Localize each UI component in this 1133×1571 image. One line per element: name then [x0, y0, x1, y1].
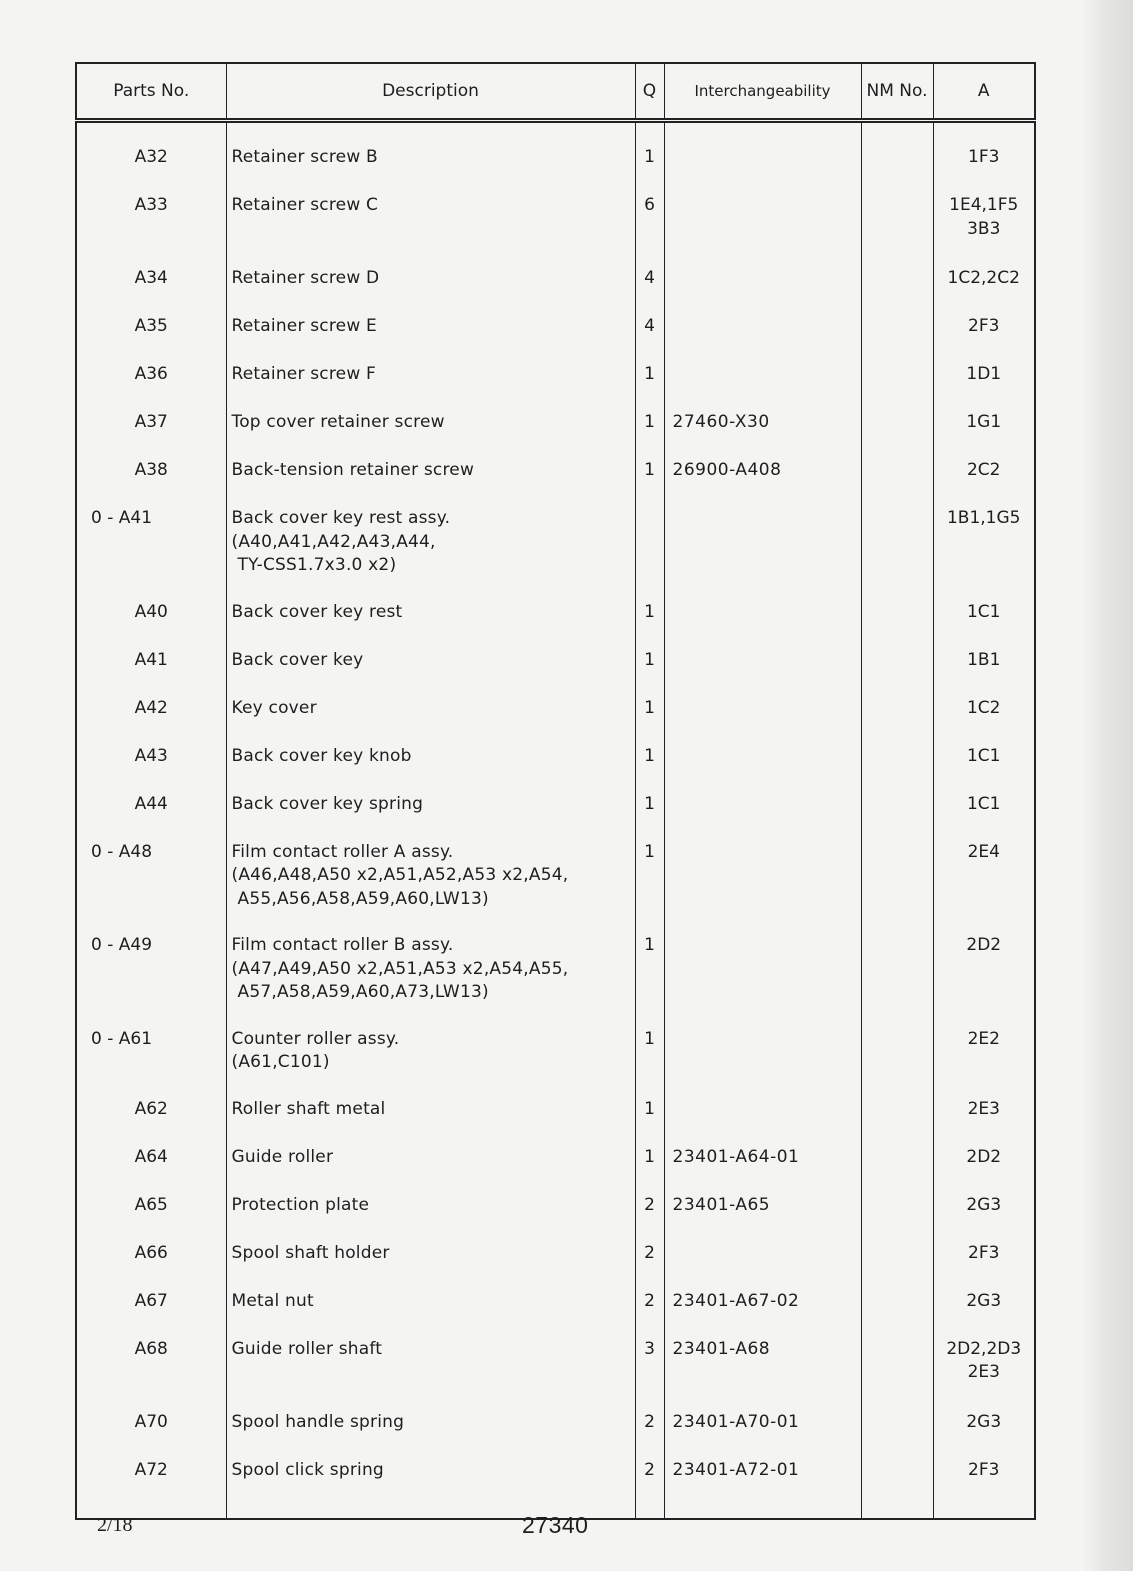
grid-reference-line: 1F3 [968, 147, 1000, 167]
grid-reference-line: 2F3 [968, 316, 1000, 336]
description-line: Retainer screw B [231, 147, 378, 167]
part-number: A42 [76, 697, 226, 745]
interchangeability [664, 697, 861, 745]
grid-reference [933, 1459, 1035, 1519]
quantity: 1 [635, 1098, 664, 1146]
description-line: (A47,A49,A50 x2,A51,A53 x2,A54,A55, [231, 958, 569, 979]
description-line: Guide roller shaft [231, 1338, 383, 1359]
description-line: Retainer screw E [231, 316, 377, 336]
page-edge-shadow [1081, 0, 1133, 1571]
nm-number [861, 745, 933, 793]
table-row [76, 146, 1035, 194]
interchangeability [664, 363, 861, 411]
grid-reference [933, 146, 1035, 194]
grid-reference [933, 267, 1035, 315]
quantity: 1 [635, 1028, 664, 1098]
interchangeability [664, 934, 861, 1028]
grid-reference [933, 1411, 1035, 1459]
nm-number [861, 267, 933, 315]
part-number: A72 [76, 1459, 226, 1519]
grid-reference-line: 1B1,1G5 [946, 508, 1021, 528]
description-line: Metal nut [231, 1290, 314, 1311]
grid-reference [933, 507, 1035, 601]
page-number: 2/18 [97, 1514, 133, 1536]
description-line: (A40,A41,A42,A43,A44, [231, 531, 436, 552]
grid-reference [933, 841, 1035, 935]
description-line: Counter roller assy. [231, 1028, 400, 1049]
part-description [226, 1290, 635, 1338]
interchangeability: 23401-A72-01 [664, 1459, 861, 1519]
interchangeability [664, 649, 861, 697]
description-line: Back cover key rest assy. [231, 508, 451, 528]
interchangeability [664, 315, 861, 363]
description-line: Back cover key knob [231, 745, 412, 766]
part-number: A35 [76, 315, 226, 363]
grid-reference [933, 793, 1035, 841]
quantity: 1 [635, 697, 664, 745]
header-a: A [933, 63, 1035, 121]
part-number: A62 [76, 1098, 226, 1146]
part-number: A41 [76, 649, 226, 697]
table-row [76, 697, 1035, 745]
grid-reference [933, 411, 1035, 459]
header-row [76, 63, 1035, 121]
part-description [226, 194, 635, 267]
grid-reference-line: 3B3 [967, 218, 1001, 239]
part-number: A65 [76, 1194, 226, 1242]
part-description [226, 1098, 635, 1146]
quantity: 1 [635, 841, 664, 935]
interchangeability [664, 194, 861, 267]
header-parts-no: Parts No. [76, 63, 226, 121]
table-row [76, 1411, 1035, 1459]
nm-number [861, 363, 933, 411]
quantity: 2 [635, 1411, 664, 1459]
nm-number [861, 793, 933, 841]
description-line: Roller shaft metal [231, 1098, 386, 1119]
table-row [76, 745, 1035, 793]
grid-reference-line: 1B1 [967, 649, 1001, 670]
grid-reference-line: 1G1 [966, 412, 1002, 432]
table-row [76, 934, 1035, 1028]
part-description [226, 1338, 635, 1411]
nm-number [861, 649, 933, 697]
grid-reference-line: 2E4 [967, 841, 1000, 862]
grid-reference [933, 601, 1035, 649]
table-row [76, 1194, 1035, 1242]
nm-number [861, 841, 933, 935]
interchangeability: 27460-X30 [664, 411, 861, 459]
part-description [226, 841, 635, 935]
nm-number [861, 1338, 933, 1411]
grid-reference [933, 459, 1035, 507]
part-description [226, 146, 635, 194]
interchangeability: 26900-A408 [664, 459, 861, 507]
grid-reference-line: 2E3 [967, 1362, 1000, 1382]
interchangeability: 23401-A68 [664, 1338, 861, 1411]
interchangeability [664, 146, 861, 194]
quantity [635, 507, 664, 601]
part-description [226, 267, 635, 315]
table-row [76, 1290, 1035, 1338]
table-row [76, 793, 1035, 841]
interchangeability [664, 601, 861, 649]
grid-reference [933, 363, 1035, 411]
grid-reference-line: 1C1 [966, 601, 1001, 622]
part-description [226, 1411, 635, 1459]
header-description: Description [226, 63, 635, 121]
part-number: A32 [76, 146, 226, 194]
grid-reference [933, 1098, 1035, 1146]
quantity: 1 [635, 934, 664, 1028]
grid-reference [933, 1242, 1035, 1290]
grid-reference [933, 934, 1035, 1028]
table-row [76, 649, 1035, 697]
description-line: Back cover key rest [231, 601, 403, 622]
nm-number [861, 697, 933, 745]
nm-number [861, 1411, 933, 1459]
description-line: Retainer screw D [231, 268, 380, 288]
table-row [76, 267, 1035, 315]
quantity: 1 [635, 1146, 664, 1194]
part-number: A70 [76, 1411, 226, 1459]
header-interchangeability: Interchangeability [664, 63, 861, 121]
description-line: A55,A56,A58,A59,A60,LW13) [237, 888, 489, 909]
description-line: (A61,C101) [231, 1052, 330, 1072]
grid-reference [933, 1194, 1035, 1242]
part-description [226, 697, 635, 745]
interchangeability [664, 507, 861, 601]
nm-number [861, 1242, 933, 1290]
quantity: 2 [635, 1242, 664, 1290]
description-line: Back cover key spring [231, 793, 424, 814]
grid-reference-line: 1E4,1F5 [949, 195, 1019, 215]
interchangeability [664, 841, 861, 935]
table-row [76, 411, 1035, 459]
interchangeability: 23401-A67-02 [664, 1290, 861, 1338]
part-description [226, 649, 635, 697]
quantity: 4 [635, 315, 664, 363]
description-line: Back cover key [231, 649, 364, 670]
description-line: Retainer screw C [231, 195, 379, 215]
part-description [226, 411, 635, 459]
nm-number [861, 601, 933, 649]
part-description [226, 793, 635, 841]
table-row [76, 459, 1035, 507]
nm-number [861, 146, 933, 194]
top-spacer-row [76, 121, 1035, 147]
nm-number [861, 459, 933, 507]
description-line: Top cover retainer screw [231, 412, 445, 432]
description-line: Retainer screw F [231, 364, 377, 384]
description-line: Back-tension retainer screw [231, 460, 475, 480]
part-description [226, 1028, 635, 1098]
grid-reference-line: 2E2 [967, 1028, 1000, 1049]
interchangeability: 23401-A65 [664, 1194, 861, 1242]
grid-reference-line: 1C2 [966, 697, 1001, 718]
part-number: A66 [76, 1242, 226, 1290]
grid-reference-line: 2F3 [968, 1242, 1000, 1263]
part-description [226, 363, 635, 411]
part-description [226, 315, 635, 363]
part-description [226, 934, 635, 1028]
description-line: A57,A58,A59,A60,A73,LW13) [237, 982, 489, 1002]
interchangeability [664, 267, 861, 315]
grid-reference-line: 2F3 [968, 1459, 1000, 1480]
table-row [76, 315, 1035, 363]
part-number: A37 [76, 411, 226, 459]
grid-reference-line: 2C2 [966, 460, 1001, 480]
table-row [76, 363, 1035, 411]
header-nm-no: NM No. [861, 63, 933, 121]
table-row [76, 1098, 1035, 1146]
part-number: 0 - A48 [76, 841, 226, 935]
nm-number [861, 1194, 933, 1242]
part-number: A44 [76, 793, 226, 841]
part-number: A43 [76, 745, 226, 793]
nm-number [861, 1028, 933, 1098]
part-number: 0 - A41 [76, 507, 226, 601]
interchangeability [664, 1098, 861, 1146]
nm-number [861, 411, 933, 459]
part-number: 0 - A49 [76, 934, 226, 1028]
part-number: A40 [76, 601, 226, 649]
description-line: (A46,A48,A50 x2,A51,A52,A53 x2,A54, [231, 865, 569, 885]
nm-number [861, 1290, 933, 1338]
part-number: 0 - A61 [76, 1028, 226, 1098]
grid-reference [933, 697, 1035, 745]
part-description [226, 1459, 635, 1519]
description-line: Protection plate [231, 1194, 370, 1215]
description-line: Key cover [231, 697, 317, 718]
table-row [76, 507, 1035, 601]
parts-body [76, 121, 1035, 1519]
interchangeability [664, 1028, 861, 1098]
interchangeability [664, 745, 861, 793]
grid-reference-line: 2D2,2D3 [946, 1338, 1022, 1359]
table-row [76, 1459, 1035, 1519]
nm-number [861, 934, 933, 1028]
part-description [226, 1242, 635, 1290]
part-description [226, 601, 635, 649]
part-description [226, 459, 635, 507]
part-number: A67 [76, 1290, 226, 1338]
header-q: Q [635, 63, 664, 121]
part-description [226, 1146, 635, 1194]
part-number: A68 [76, 1338, 226, 1411]
quantity: 3 [635, 1338, 664, 1411]
table-row [76, 1028, 1035, 1098]
quantity: 6 [635, 194, 664, 267]
grid-reference [933, 1338, 1035, 1411]
part-description [226, 745, 635, 793]
grid-reference-line: 1C1 [966, 793, 1001, 814]
document-code: 27340 [522, 1512, 589, 1538]
description-line: Spool click spring [231, 1459, 384, 1480]
nm-number [861, 194, 933, 267]
grid-reference-line: 1D1 [966, 364, 1002, 384]
part-number: A64 [76, 1146, 226, 1194]
description-line: TY-CSS1.7x3.0 x2) [237, 555, 397, 575]
grid-reference-line: 2D2 [966, 1146, 1002, 1167]
nm-number [861, 1459, 933, 1519]
interchangeability [664, 793, 861, 841]
part-number: A34 [76, 267, 226, 315]
grid-reference-line: 1C1 [966, 745, 1001, 766]
grid-reference [933, 194, 1035, 267]
nm-number [861, 1146, 933, 1194]
grid-reference [933, 1290, 1035, 1338]
grid-reference-line: 2G3 [966, 1290, 1002, 1311]
table-row [76, 1242, 1035, 1290]
grid-reference-line: 2E3 [967, 1098, 1000, 1119]
description-line: Film contact roller B assy. [231, 935, 454, 955]
quantity: 2 [635, 1194, 664, 1242]
parts-table [75, 62, 1036, 1520]
description-line: Spool shaft holder [231, 1242, 390, 1263]
grid-reference [933, 745, 1035, 793]
description-line: Spool handle spring [231, 1411, 405, 1432]
table-row [76, 601, 1035, 649]
table-row [76, 1338, 1035, 1411]
part-description [226, 1194, 635, 1242]
quantity: 1 [635, 459, 664, 507]
quantity: 1 [635, 411, 664, 459]
table-row [76, 841, 1035, 935]
grid-reference-line: 1C2,2C2 [947, 268, 1020, 288]
description-line: Film contact roller A assy. [231, 841, 454, 862]
interchangeability: 23401-A70-01 [664, 1411, 861, 1459]
grid-reference [933, 315, 1035, 363]
quantity: 2 [635, 1459, 664, 1519]
nm-number [861, 1098, 933, 1146]
grid-reference-line: 2G3 [966, 1194, 1002, 1215]
table-row [76, 1146, 1035, 1194]
grid-reference-line: 2G3 [966, 1411, 1002, 1432]
interchangeability: 23401-A64-01 [664, 1146, 861, 1194]
table-row [76, 194, 1035, 267]
nm-number [861, 315, 933, 363]
quantity: 1 [635, 745, 664, 793]
grid-reference [933, 1146, 1035, 1194]
quantity: 1 [635, 363, 664, 411]
part-description [226, 507, 635, 601]
quantity: 1 [635, 146, 664, 194]
part-number: A33 [76, 194, 226, 267]
quantity: 1 [635, 793, 664, 841]
nm-number [861, 507, 933, 601]
quantity: 1 [635, 601, 664, 649]
part-number: A38 [76, 459, 226, 507]
interchangeability [664, 1242, 861, 1290]
grid-reference-line: 2D2 [966, 935, 1002, 955]
part-number: A36 [76, 363, 226, 411]
grid-reference [933, 1028, 1035, 1098]
description-line: Guide roller [231, 1146, 334, 1167]
grid-reference [933, 649, 1035, 697]
quantity: 1 [635, 649, 664, 697]
quantity: 4 [635, 267, 664, 315]
quantity: 2 [635, 1290, 664, 1338]
